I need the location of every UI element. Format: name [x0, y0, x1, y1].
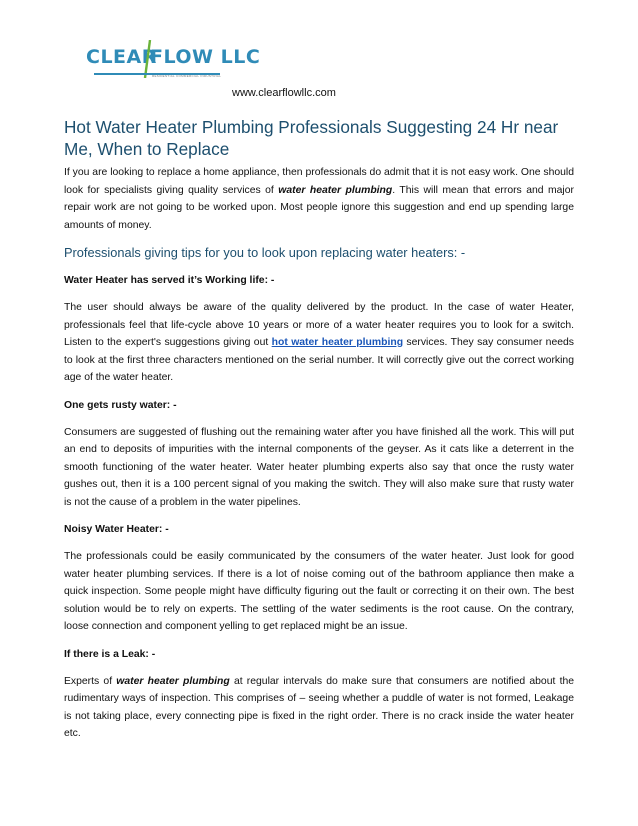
logo-word-flow: FLOW LLC: [150, 46, 261, 68]
site-url[interactable]: www.clearflowllc.com: [232, 87, 336, 99]
leak-text-b: at regular intervals do make sure that consumers are notified about the rudimentary ways of inspection. This comprises of – seeing whether a puddle of water is not formed, Leakage is not taking place, every connecting pipe is fixed in the right order. There is no crack inside the water heater etc.: [64, 675, 575, 739]
section-heading-leak: If there is a Leak: -: [64, 648, 156, 660]
hot-water-heater-plumbing-link[interactable]: hot water heater plumbing: [271, 337, 404, 348]
page-title: Hot Water Heater Plumbing Professionals Suggesting 24 Hr near Me, When to Replace: [64, 117, 559, 159]
leak-text-a: Experts of: [64, 675, 117, 687]
section-heading-noisy-heater: Noisy Water Heater: -: [64, 524, 169, 535]
section-subheading: Professionals giving tips for you to look upon replacing water heaters: -: [64, 245, 466, 260]
logo-word-clear: CLEAR: [86, 46, 157, 68]
paragraph-leak: [64, 673, 574, 743]
logo-tagline: RESIDENTIAL COMMERCIAL INDUSTRIAL: [152, 74, 222, 78]
intro-text-a: If you are looking to replace a home appliance, then professionals do admit that it is not easy work. One should look for specialists giving quality services of: [64, 167, 575, 196]
intro-emphasis: water heater plumbing: [278, 184, 393, 196]
section-heading-rusty-water: One gets rusty water: -: [64, 399, 177, 411]
paragraph-working-life: [64, 299, 574, 387]
section-heading-working-life: Water Heater has served it’s Working life: -: [64, 275, 275, 286]
company-logo: [86, 46, 261, 80]
intro-text-b: . This will mean that errors and major repair work are not going to be worked upon. Most people ignore this suggestion and end up spending large amounts of money.: [64, 184, 574, 231]
working-life-text-a: The user should always be aware of the quality delivered by the product. In the case of water Heater, professionals feel that life-cycle above 10 years or more of a water heater requires you to look for a switch. Listen to the expert's suggestions giving out: [64, 302, 574, 348]
intro-paragraph: [64, 164, 574, 234]
working-life-text-b: services. They say consumer needs to look at the first three characters mentioned on the serial number. It will correctly give out the correct working age of the water heater.: [64, 337, 574, 383]
paragraph-noisy-heater: The professionals could be easily communicated by the consumers of the water heater. Just look for good water heater plumbing services. If there is a lot of noise coming out of the bathroom appliance then make a quick inspection. Some people might have difficulty figuring out the fault or correcting it on their own. The best solution would be to rely on experts. The settling of the water sediments is the root cause. On the contrary, loose connection and component yelling to get replaced might be an issue.: [64, 551, 574, 632]
leak-emphasis: water heater plumbing: [116, 675, 230, 687]
article-body: [64, 164, 574, 753]
paragraph-rusty-water: Consumers are suggested of flushing out the remaining water after you have finished all the work. This will put an end to deposits of impurities with the internal components of the geyser. As it cats like a deterrent in the smooth functioning of the water heater. Water heater plumbing experts also say that once the rusty water gushes out, then it is a 100 percent signal of you making the switch. They will also make sure that rusty water is not the cause of a problem in the water pipelines.: [64, 426, 574, 508]
